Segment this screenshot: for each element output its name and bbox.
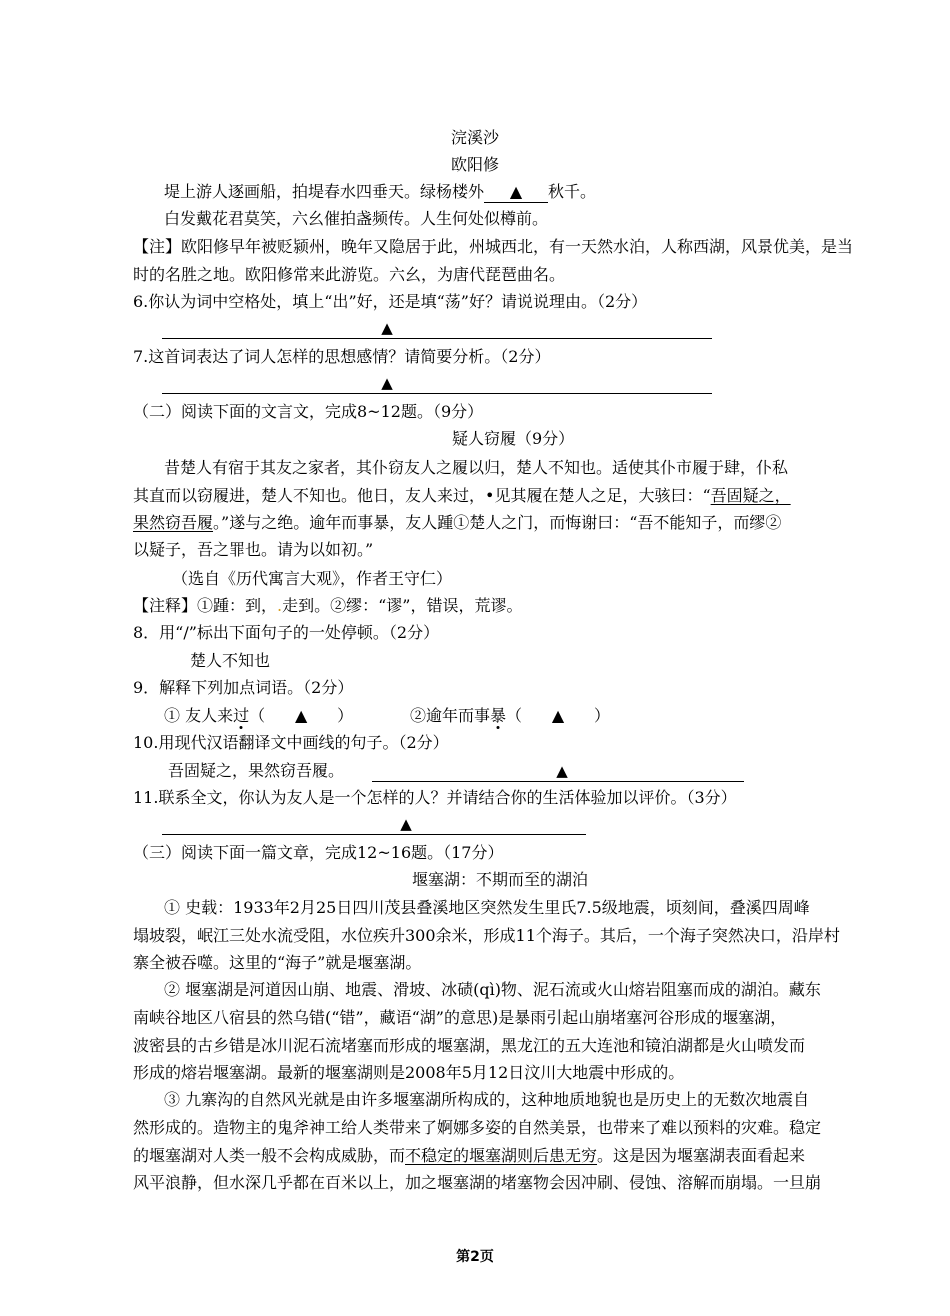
annotation-text-2: 走到。②缪：“谬”，错误，荒谬。 <box>282 596 523 615</box>
annotation-mark: . <box>277 596 283 615</box>
poem-line-2: 白发戴花君莫笑，六幺催拍盏频传。人生何处似樽前。 <box>164 209 549 228</box>
poem-author: 欧阳修 <box>450 155 499 174</box>
paragraph-2-line-3: 波密县的古乡错是冰川泥石流堵塞而形成的堰塞湖，黑龙江的五大连池和镜泊湖都是火山喷发而 <box>133 1036 806 1055</box>
paragraph-3-line-2: 然形成的。造物主的鬼斧神工给人类带来了婀娜多姿的自然美景，也带来了难以预料的灾难。稳定 <box>133 1118 822 1137</box>
answer-marker-q10: ▲ <box>556 762 568 780</box>
answer-marker-q11: ▲ <box>400 815 412 833</box>
q9-item-2-paren-left: （ <box>506 706 523 725</box>
paragraph-3-line-1: ③ 九寨沟的自然风光就是由许多堰塞湖所构成的，这种地质地貌也是历史上的无数次地震自 <box>164 1090 810 1109</box>
annotation-line <box>133 596 522 616</box>
paragraph-1-line-1: ① 史载：1933年2月25日四川茂县叠溪地区突然发生里氏7.5级地震，顷刻间，叠溪四周峰 <box>164 898 810 917</box>
classical-text-line-2 <box>133 486 791 506</box>
classical-text-line-1: 昔楚人有宿于其友之家者，其仆窃友人之履以归，楚人不知也。适使其仆市履于肆，仆私 <box>164 458 789 477</box>
q9-item-1-dotted-word: 过 <box>233 706 250 725</box>
question-9-item-2 <box>410 706 610 726</box>
classical-text-line-2-text: 其直而以窃履进，楚人不知也。他日，友人来过，•见其履在楚人之足，大骇曰：“ <box>133 486 711 505</box>
poem-note-line-1: 【注】欧阳修早年被贬颍州，晚年又隐居于此，州城西北，有一天然水泊，人称西湖，风景优美，是当 <box>133 237 854 256</box>
paragraph-2-line-1: ② 堰塞湖是河道因山崩、地震、滑坡、冰碛(qì)物、泥石流或火山熔岩阻塞而成的湖泊。藏东 <box>164 980 821 999</box>
q9-item-1-text: ① 友人来 <box>164 706 234 725</box>
answer-line-q6[interactable] <box>162 318 712 339</box>
q9-item-2-dotted-word: 暴 <box>490 706 507 725</box>
question-7: 7.这首词表达了词人怎样的思想感情？请简要分析。（2分） <box>133 347 551 366</box>
answer-marker-q6: ▲ <box>381 319 393 337</box>
page-number: 第2页 <box>456 1249 494 1265</box>
classical-text-line-3 <box>133 513 781 533</box>
paragraph-1-line-2: 塌坡裂，岷江三处水流受阻，水位疾升300余米，形成11个海子。其后，一个海子突然决口，沿岸村 <box>133 926 840 945</box>
paragraph-3-line-4: 风平浪静，但水深几乎都在百米以上，加之堰塞湖的堵塞物会因冲刷、侵蚀、溶解而崩塌。一旦崩 <box>133 1173 822 1192</box>
classical-text-line-4: 以疑子，吾之罪也。请为以如初。” <box>133 540 374 559</box>
paragraph-2-line-4: 形成的熔岩堰塞湖。最新的堰塞湖则是2008年5月12日汶川大地震中形成的。 <box>133 1063 685 1082</box>
q9-item-1-paren-left: （ <box>249 706 266 725</box>
paragraph-3-line-3-text: 的堰塞湖对人类一般不会构成威胁，而 <box>133 1146 406 1165</box>
answer-line-q11[interactable] <box>162 814 586 835</box>
question-11: 11.联系全文，你认为友人是一个怎样的人？并请结合你的生活体验加以评价。（3分） <box>133 788 737 807</box>
text-source: （选自《历代寓言大观》，作者王守仁） <box>172 569 453 588</box>
question-9: 9．解释下列加点词语。（2分） <box>133 678 354 697</box>
poem-note-line-2: 时的名胜之地。欧阳修常来此游览。六幺，为唐代琵琶曲名。 <box>133 265 566 284</box>
question-10: 10.用现代汉语翻译文中画线的句子。（2分） <box>133 733 449 752</box>
annotation-text-1: 【注释】①踵：到， <box>133 596 278 615</box>
q9-item-1-paren-right: ） <box>337 706 354 725</box>
q9-item-2-text: ②逾年而事 <box>410 706 491 725</box>
poem-line-1-end: 秋千。 <box>548 182 597 201</box>
question-8-sentence[interactable]: 楚人不知也 <box>190 651 271 670</box>
question-10-sentence: 吾固疑之，果然窃吾履。 <box>168 761 345 780</box>
classical-text-line-3-text: 。”遂与之绝。逾年而事暴，友人踵①楚人之门，而悔谢曰：“吾不能知子，而缪② <box>213 513 782 532</box>
answer-line-q7[interactable] <box>162 373 712 394</box>
poem-title: 浣溪沙 <box>450 128 499 147</box>
section-2-heading: （二）阅读下面的文言文，完成8~12题。（9分） <box>133 402 484 421</box>
answer-line-q10[interactable] <box>372 761 744 782</box>
answer-marker-q7: ▲ <box>381 374 393 392</box>
q9-item-2-paren-right: ） <box>594 706 611 725</box>
paragraph-3-line-3-end: 。这是因为堰塞湖表面看起来 <box>597 1146 806 1165</box>
paragraph-3-line-3 <box>133 1146 805 1166</box>
poem-line-1 <box>164 182 596 203</box>
poem-line-1-text: 堤上游人逐画船，拍堤春水四垂天。绿杨楼外 <box>164 182 485 201</box>
q9-item-1-answer[interactable]: ▲ <box>294 706 308 725</box>
poem-blank: ▲ <box>484 182 548 203</box>
question-8: 8．用“/”标出下面句子的一处停顿。（2分） <box>133 623 440 642</box>
paragraph-1-line-3: 寨全被吞噬。这里的“海子”就是堰塞湖。 <box>133 953 422 972</box>
paragraph-2-line-2: 南峡谷地区八宿县的然乌错(“错”，藏语“湖”的意思)是暴雨引起山崩堵塞河谷形成的堰塞湖， <box>133 1008 787 1027</box>
underlined-sentence-part-2: 果然窃吾履 <box>133 513 214 532</box>
section-3-title: 堰塞湖：不期而至的湖泊 <box>412 870 589 889</box>
question-9-item-1 <box>164 706 353 726</box>
underlined-sentence-part-1: 吾固疑之， <box>710 486 791 505</box>
q9-item-2-answer[interactable]: ▲ <box>551 706 565 725</box>
question-6: 6.你认为词中空格处，填上“出”好，还是填“荡”好？请说说理由。（2分） <box>133 292 648 311</box>
paragraph-3-underlined-phrase: 不稳定的堰塞湖则后患无穷 <box>405 1146 598 1165</box>
section-3-heading: （三）阅读下面一篇文章，完成12~16题。（17分） <box>133 843 504 862</box>
section-2-title: 疑人窃履（9分） <box>452 429 575 448</box>
